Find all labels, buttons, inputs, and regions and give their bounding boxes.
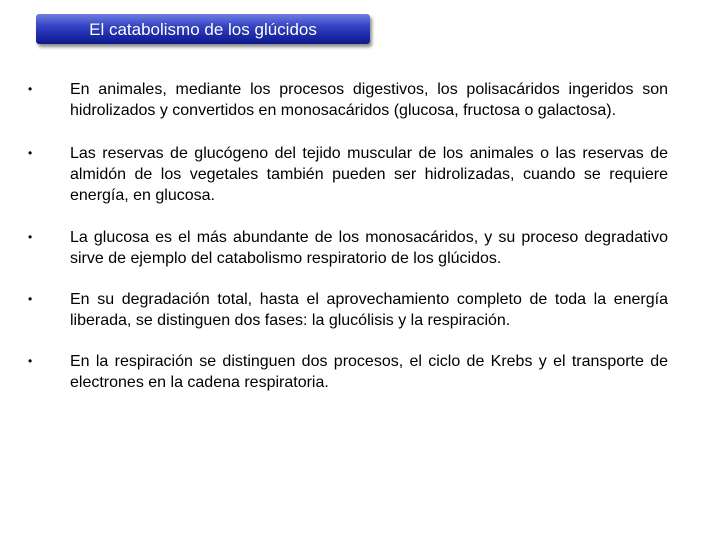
bullet-text: En su degradación total, hasta el aprovechamiento completo de toda la energía liberada, se distinguen dos fases: la glucólisis y la respiración. — [70, 291, 668, 329]
bullet-marker: • — [28, 230, 33, 244]
bullet-marker: • — [28, 292, 33, 306]
bullet-item — [28, 79, 668, 121]
title-banner — [36, 14, 370, 44]
bullet-marker: • — [28, 82, 33, 96]
bullet-text: En animales, mediante los procesos digestivos, los polisacáridos ingeridos son hidrolizados y convertidos en monosacáridos (glucosa, fructosa o galactosa). — [70, 81, 668, 119]
bullet-item — [28, 143, 668, 206]
slide-title: El catabolismo de los glúcidos — [89, 19, 317, 39]
bullet-text: En la respiración se distinguen dos procesos, el ciclo de Krebs y el transporte de electrones en la cadena respiratoria. — [70, 353, 668, 391]
bullet-marker: • — [28, 146, 33, 160]
bullet-text: La glucosa es el más abundante de los monosacáridos, y su proceso degradativo sirve de ejemplo del catabolismo respiratorio de los glúcidos. — [70, 229, 668, 267]
bullet-list — [28, 79, 668, 415]
bullet-marker: • — [28, 354, 33, 368]
bullet-text: Las reservas de glucógeno del tejido muscular de los animales o las reservas de almidón de los vegetales también pueden ser hidrolizadas, cuando se requiere energía, en glucosa. — [70, 145, 668, 204]
bullet-item — [28, 227, 668, 269]
bullet-item — [28, 289, 668, 331]
bullet-item — [28, 351, 668, 393]
